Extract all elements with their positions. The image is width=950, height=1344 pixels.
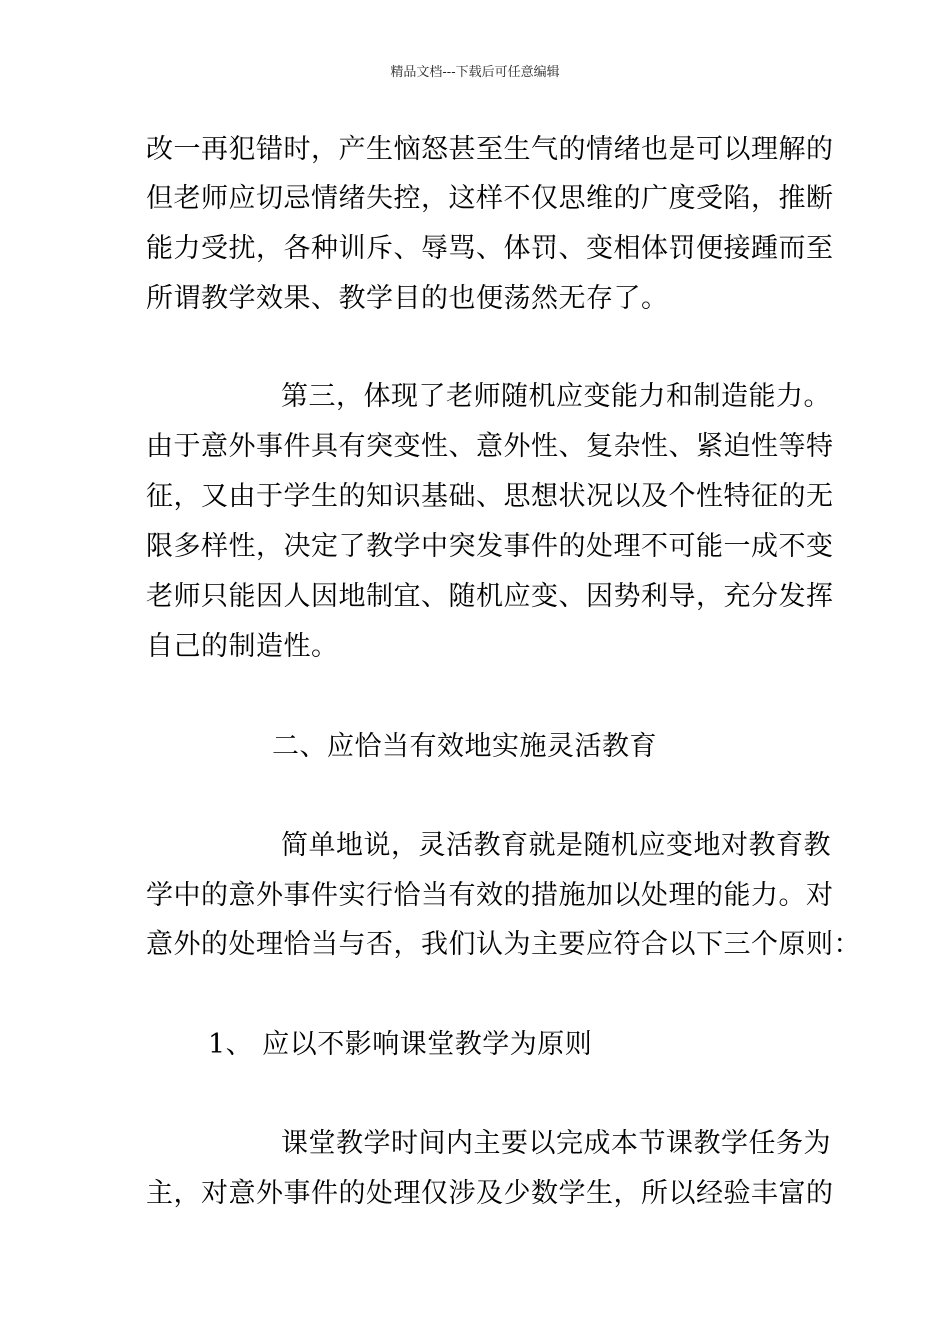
text-line: 自己的制造性。 <box>146 631 339 662</box>
text-line: 意外的处理恰当与否，我们认为主要应符合以下三个原则： <box>146 929 861 960</box>
text-line: 限多样性，决定了教学中突发事件的处理不可能一成不变 <box>146 531 834 562</box>
text-line: 所谓教学效果、教学目的也便荡然无存了。 <box>146 283 669 314</box>
text-line: 学中的意外事件实行恰当有效的措施加以处理的能力。对 <box>146 880 834 911</box>
text-line: 第三，体现了老师随机应变能力和制造能力。 <box>281 381 831 412</box>
page-header: 精品文档---下载后可任意编辑 <box>390 65 560 80</box>
text-line: 简单地说，灵活教育就是随机应变地对教育教 <box>281 830 831 861</box>
text-line: 老师只能因人因地制宜、随机应变、因势利导，充分发挥 <box>146 581 834 612</box>
text-line: 但老师应切忌情绪失控，这样不仅思维的广度受陷，推断 <box>146 183 834 214</box>
principle-heading: 1、 应以不影响课堂教学为原则 <box>208 1029 593 1060</box>
text-line: 能力受扰，各种训斥、辱骂、体罚、变相体罚便接踵而至 <box>146 233 834 264</box>
text-line: 征，又由于学生的知识基础、思想状况以及个性特征的无 <box>146 481 834 512</box>
text-line: 课堂教学时间内主要以完成本节课教学任务为 <box>281 1128 831 1159</box>
text-line: 改一再犯错时，产生恼怒甚至生气的情绪也是可以理解的 <box>146 134 834 165</box>
text-line: 由于意外事件具有突变性、意外性、复杂性、紧迫性等特 <box>146 431 834 462</box>
section-heading-text: 二、应恰当有效地实施灵活教育 <box>272 731 657 762</box>
text-line: 主，对意外事件的处理仅涉及少数学生，所以经验丰富的 <box>146 1178 834 1209</box>
